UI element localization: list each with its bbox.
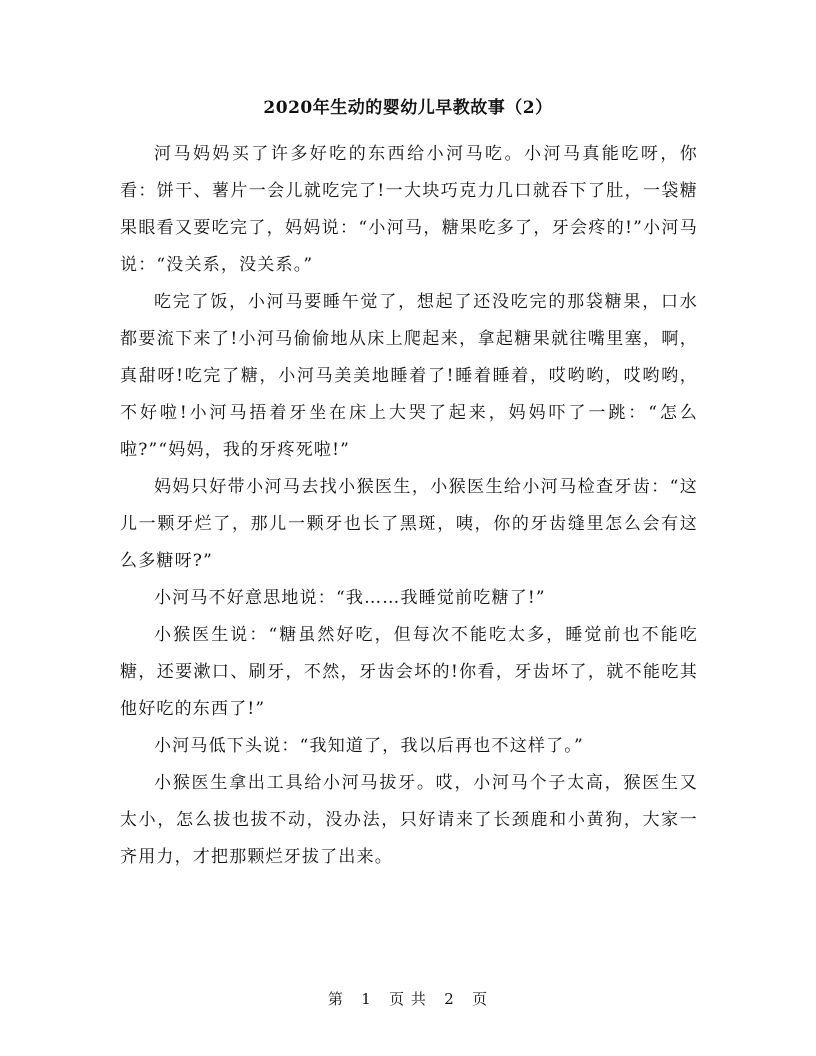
page-label-suffix: 页 bbox=[472, 990, 489, 1008]
page-label-mid: 页 共 bbox=[389, 990, 427, 1008]
page-number-footer bbox=[0, 989, 816, 1009]
paragraph: 小猴医生拿出工具给小河马拔牙。哎，小河马个子太高，猴医生又太小，怎么拔也拔不动，没办法，只好请来了长颈鹿和小黄狗，大家一齐用力，才把那颗烂牙拔了出来。 bbox=[120, 773, 698, 867]
paragraph: 妈妈只好带小河马去找小猴医生，小猴医生给小河马检查牙齿：“这儿一颗牙烂了，那儿一颗牙也长了黑斑，咦，你的牙齿缝里怎么会有这么多糖呀?” bbox=[120, 477, 698, 571]
total-pages-number: 2 bbox=[444, 990, 455, 1008]
paragraph: 小河马不好意思地说：“我……我睡觉前吃糖了!” bbox=[154, 588, 546, 608]
paragraph: 小猴医生说：“糖虽然好吃，但每次不能吃太多，睡觉前也不能吃糖，还要漱口、刷牙，不然，牙齿会坏的!你看，牙齿坏了，就不能吃其他好吃的东西了!” bbox=[120, 625, 698, 719]
current-page-number: 1 bbox=[361, 990, 372, 1008]
page-label-prefix: 第 bbox=[327, 990, 344, 1008]
paragraph: 吃完了饭，小河马要睡午觉了，想起了还没吃完的那袋糖果，口水都要流下来了!小河马偷偷地从床上爬起来，拿起糖果就往嘴里塞，啊，真甜呀!吃完了糖，小河马美美地睡着了!睡着睡着，哎哟哟，哎哟哟，不好啦!小河马捂着牙坐在床上大哭了起来，妈妈吓了一跳：“怎么啦?”“妈妈，我的牙疼死啦!” bbox=[120, 292, 698, 460]
paragraph: 小河马低下头说：“我知道了，我以后再也不这样了。” bbox=[154, 736, 584, 756]
document-body bbox=[120, 136, 698, 876]
paragraph: 河马妈妈买了许多好吃的东西给小河马吃。小河马真能吃呀，你看：饼干、薯片一会儿就吃完了!一大块巧克力几口就吞下了肚，一袋糖果眼看又要吃完了，妈妈说：“小河马，糖果吃多了，牙会疼的!”小河马说：“没关系，没关系。” bbox=[120, 144, 698, 275]
document-title: 2020年生动的婴幼儿早教故事（2） bbox=[263, 98, 553, 118]
